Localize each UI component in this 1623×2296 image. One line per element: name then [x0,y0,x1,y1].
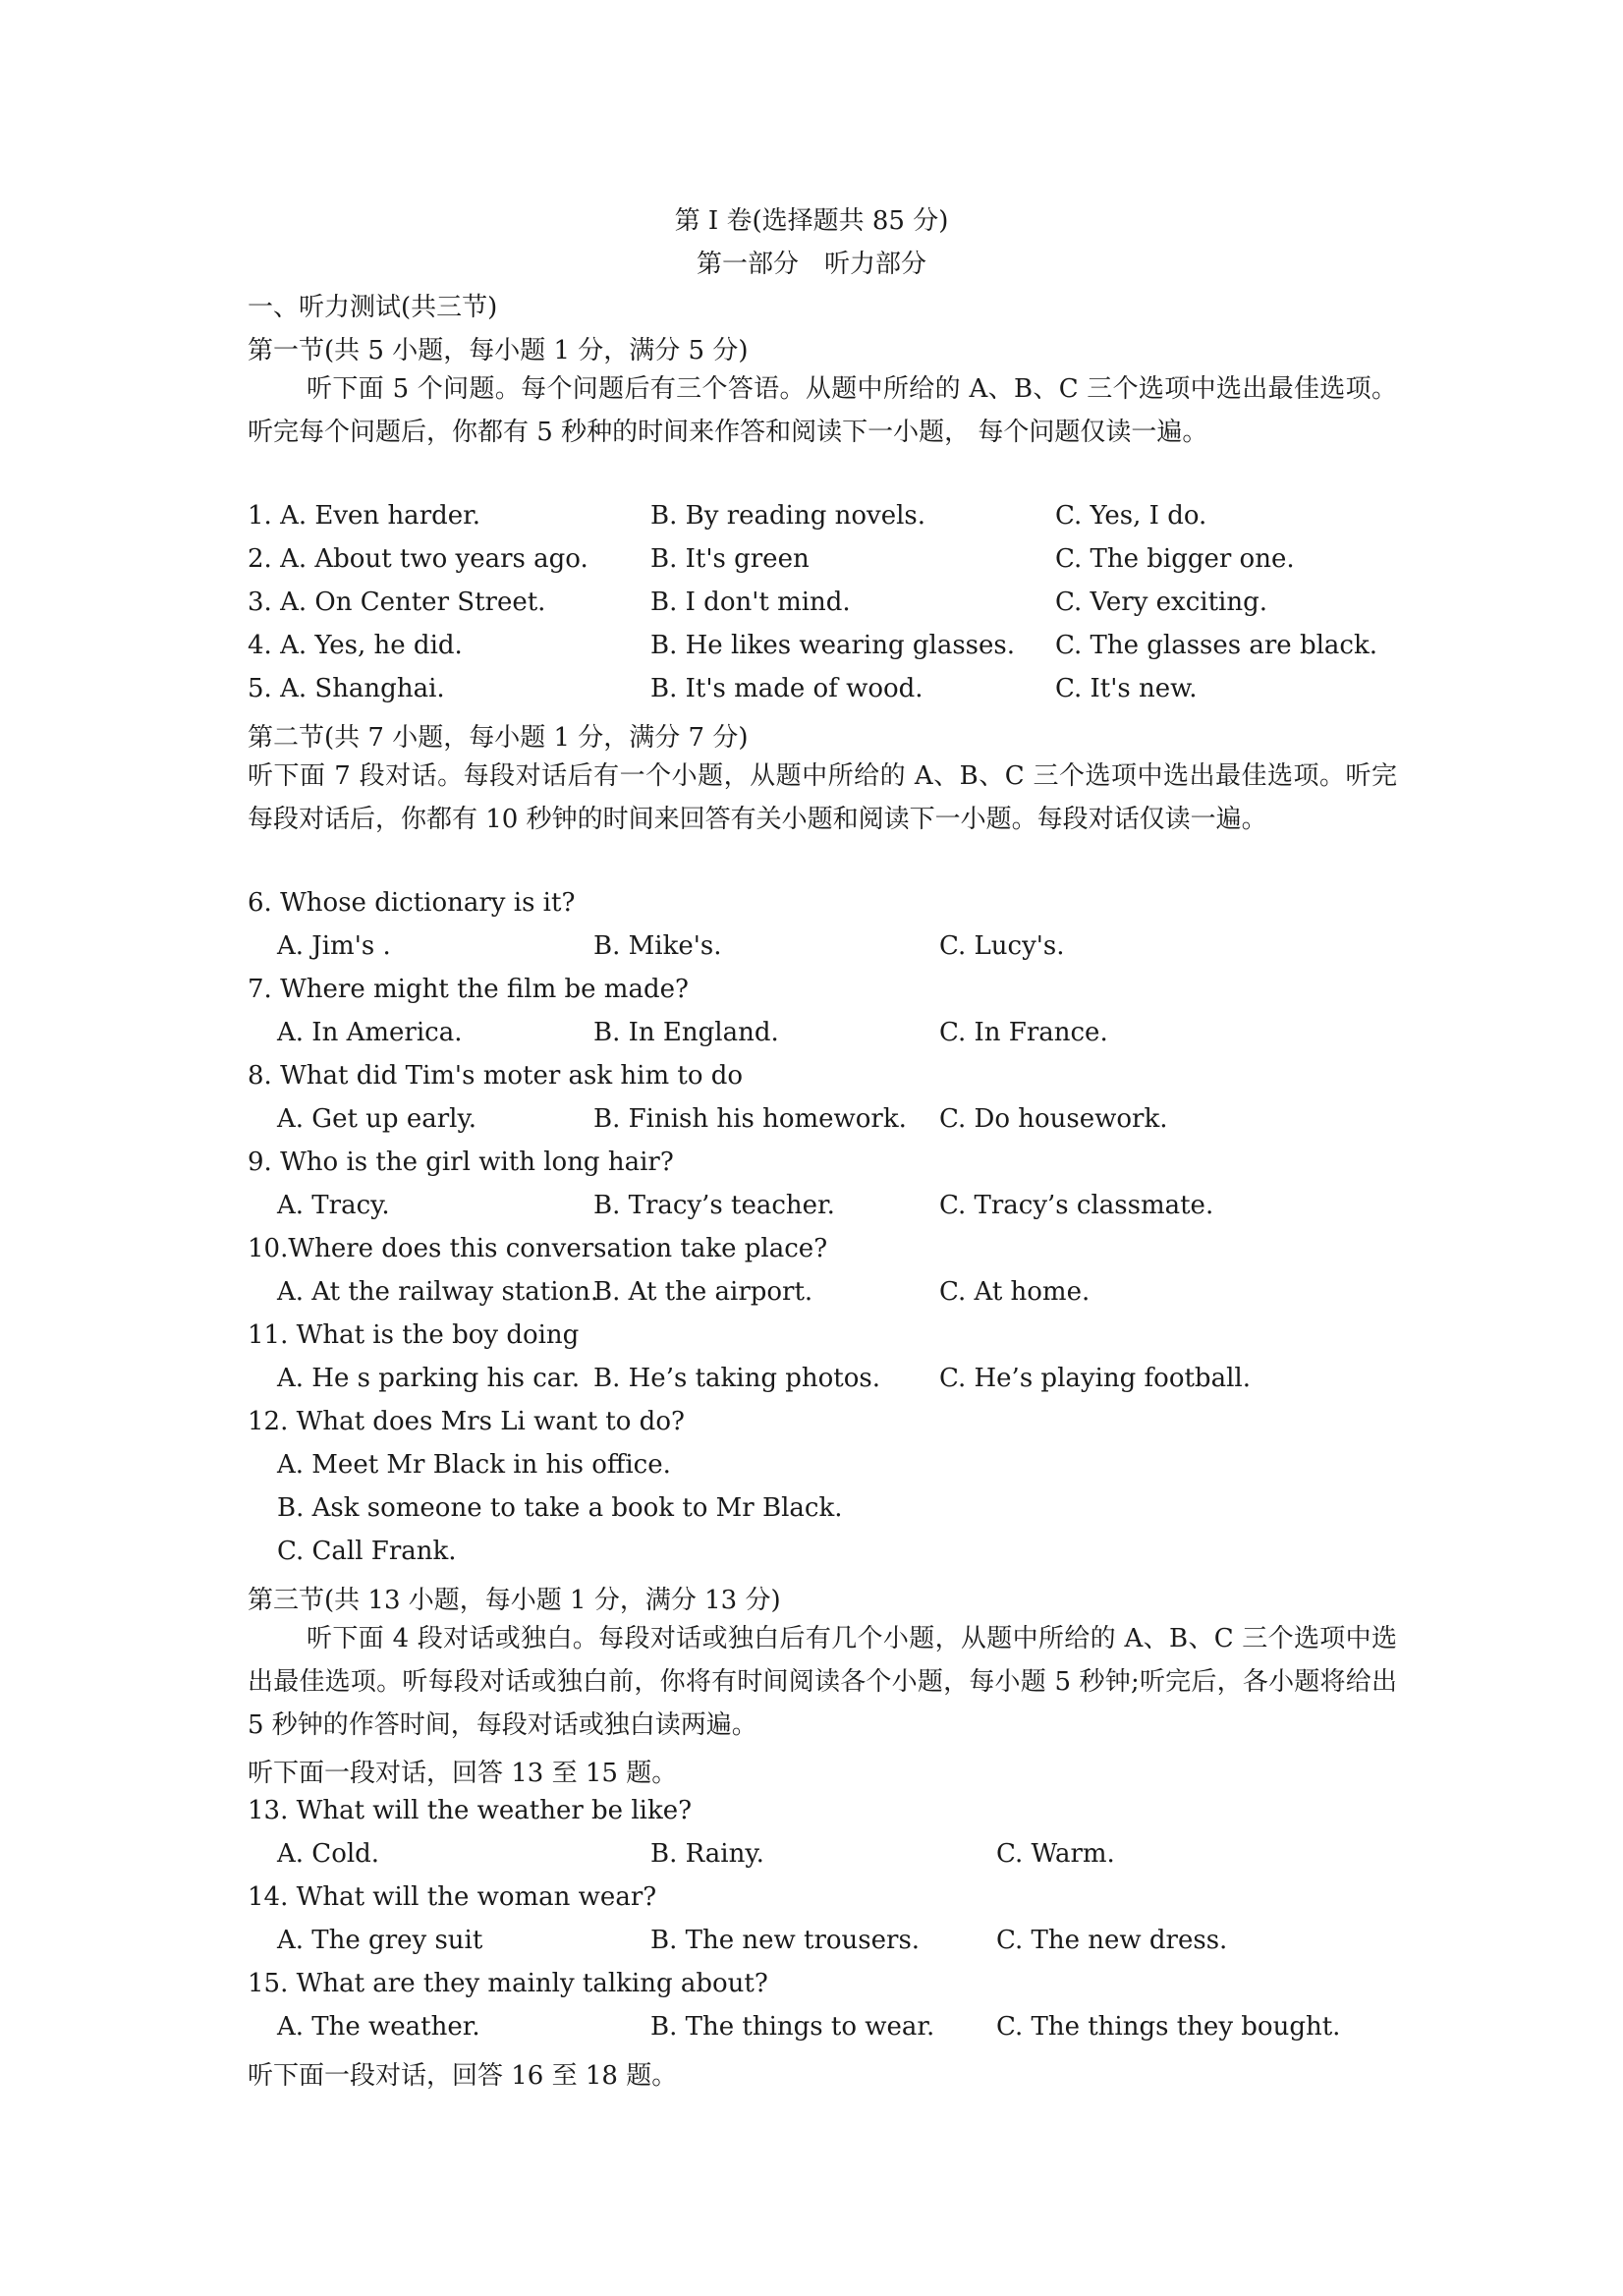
s1-item [248,588,1427,631]
question-options [248,1104,1427,1148]
question-text: 13. What will the weather be like? [248,1796,693,1825]
option-a: 5. A. Shanghai. [248,674,445,703]
option-c: C. Lucy's. [939,931,1065,961]
option-a: 4. A. Yes, he did. [248,631,463,660]
option-c: C. Very exciting. [1055,588,1267,617]
s1-item [248,544,1427,588]
option-b: B. Mike's. [593,931,722,961]
option-c: C. At home. [939,1277,1091,1307]
option-c: C. The glasses are black. [1055,631,1377,660]
option-a: A. The grey suit [277,1926,483,1955]
option-b: B. Tracy’s teacher. [593,1191,835,1220]
option-b: B. Ask someone to take a book to Mr Black. [277,1493,843,1523]
question-text: 12. What does Mrs Li want to do? [248,1407,685,1436]
option-c: C. In France. [939,1018,1108,1047]
question-text: 9. Who is the girl with long hair? [248,1148,674,1177]
part-title: 第一部分 听力部分 [696,250,926,279]
question-text: 7. Where might the film be made? [248,975,689,1004]
option-c: C. Do housework. [939,1104,1168,1134]
option-b: B. The new trousers. [650,1926,921,1955]
question-text: 8. What did Tim's moter ask him to do [248,1061,744,1091]
group-intro: 听下面一段对话，回答 13 至 15 题。 [248,1759,678,1788]
option-a: A. Get up early. [277,1104,476,1134]
s1-heading: 第一节(共 5 小题，每小题 1 分，满分 5 分) [248,336,749,365]
volume-title: 第 I 卷(选择题共 85 分) [674,206,949,236]
question-text: 11. What is the boy doing [248,1320,580,1350]
option-b: B. The things to wear. [650,2012,935,2042]
option-a: 2. A. About two years ago. [248,544,588,574]
option-c: C. The bigger one. [1055,544,1295,574]
s1-instructions: 听下面 5 个问题。每个问题后有三个答语。从题中所给的 A、B、C 三个选项中选出最佳选项。听完每个问题后，你都有 5 秒种的时间来作答和阅读下一小题， 每个问题仅读一遍。 [248,374,1397,447]
s1-item [248,631,1427,674]
question-options [248,1364,1427,1407]
option-b: B. At the airport. [593,1277,813,1307]
option-b: B. He likes wearing glasses. [650,631,1016,660]
question-options [248,1839,1427,1882]
option-a: A. The weather. [277,2012,480,2042]
option-a: 1. A. Even harder. [248,501,480,531]
s1-item [248,501,1427,544]
option-c: C. Yes, I do. [1055,501,1207,531]
s2-heading: 第二节(共 7 小题，每小题 1 分，满分 7 分) [248,723,749,753]
option-a: A. He s parking his car. [277,1364,581,1393]
question-options [248,931,1427,975]
option-b: B. Finish his homework. [593,1104,907,1134]
option-a: A. In America. [277,1018,463,1047]
question-text: 6. Whose dictionary is it? [248,888,576,918]
option-a: 3. A. On Center Street. [248,588,546,617]
s3-instructions: 听下面 4 段对话或独白。每段对话或独白后有几个小题，从题中所给的 A、B、C 三个选项中选出最佳选项。听每段对话或独白前，你将有时间阅读各个小题，每小题 5 秒钟;听完后，各小题将给出 5 秒钟的作答时间，每段对话或独白读两遍。 [248,1624,1397,1740]
option-b: B. It's green [650,544,810,574]
question-options [248,1926,1427,1969]
s2-instructions: 听下面 7 段对话。每段对话后有一个小题，从题中所给的 A、B、C 三个选项中选出最佳选项。听完每段对话后，你都有 10 秒钟的时间来回答有关小题和阅读下一小题。每段对话仅读一遍。 [248,761,1397,834]
option-c: C. He’s playing football. [939,1364,1251,1393]
option-b: B. In England. [593,1018,779,1047]
option-c: C. Warm. [996,1839,1115,1869]
option-c: C. The things they bought. [996,2012,1341,2042]
question-text: 10.Where does this conversation take place? [248,1234,828,1263]
option-c: C. Tracy’s classmate. [939,1191,1214,1220]
option-a: A. At the railway station. [277,1277,599,1307]
option-b: B. Rainy. [650,1839,764,1869]
question-text: 14. What will the woman wear? [248,1882,657,1912]
option-a: A. Tracy. [277,1191,390,1220]
group-intro: 听下面一段对话，回答 16 至 18 题。 [248,2061,678,2091]
s3-heading: 第三节(共 13 小题，每小题 1 分，满分 13 分) [248,1586,781,1615]
question-text: 15. What are they mainly talking about? [248,1969,768,1998]
question-options [248,2012,1427,2055]
option-b: B. I don't mind. [650,588,851,617]
question-options [248,1018,1427,1061]
option-c: C. It's new. [1055,674,1198,703]
option-a: A. Jim's . [277,931,391,961]
option-c: C. Call Frank. [277,1537,457,1566]
s1-item [248,674,1427,717]
option-b: B. It's made of wood. [650,674,923,703]
option-c: C. The new dress. [996,1926,1228,1955]
section-heading: 一、听力测试(共三节) [248,293,498,322]
question-options [248,1191,1427,1234]
option-a: A. Meet Mr Black in his office. [277,1450,671,1480]
option-b: B. He’s taking photos. [593,1364,880,1393]
option-a: A. Cold. [277,1839,380,1869]
question-options [248,1277,1427,1320]
option-b: B. By reading novels. [650,501,926,531]
